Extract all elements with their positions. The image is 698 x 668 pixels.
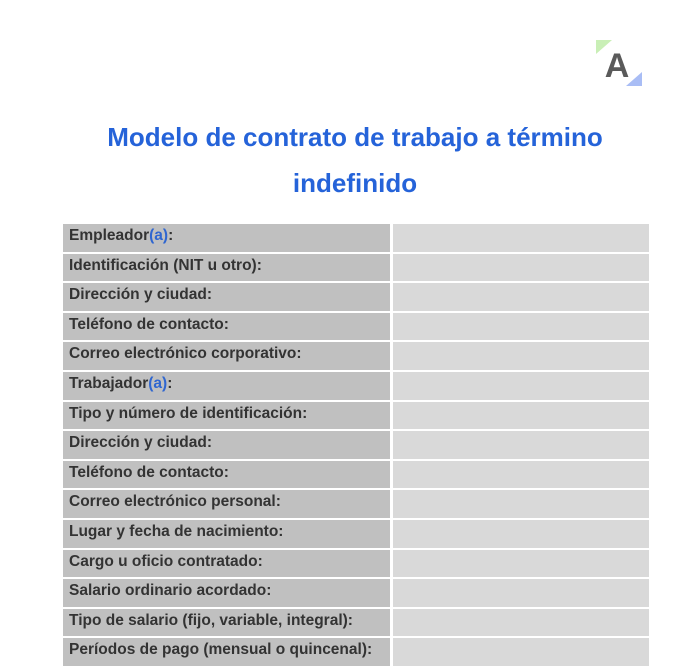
field-label [63,638,390,668]
field-label-suffix: : [168,227,174,244]
field-value-cell[interactable] [393,224,649,254]
field-value-cell[interactable] [393,254,649,284]
field-label-text: Salario ordinario acordado: [69,582,272,600]
table-row [63,461,649,491]
field-label-text: Identificación (NIT u otro): [69,256,262,274]
field-label [63,461,390,491]
field-label-text: Dirección y ciudad: [69,434,212,452]
table-row [63,313,649,343]
field-label [63,550,390,580]
table-row [63,550,649,580]
field-label-text: Correo electrónico corporativo: [69,345,302,363]
field-label-text: Cargo u oficio contratado: [69,552,263,570]
field-label [63,431,390,461]
field-label [63,254,390,284]
field-label-text: Correo electrónico personal: [69,493,281,511]
field-label [63,579,390,609]
field-label [63,342,390,372]
table-row [63,490,649,520]
field-label-text: Tipo de salario (fijo, variable, integral): [69,611,353,629]
field-value-cell[interactable] [393,579,649,609]
field-label [63,490,390,520]
field-label-text: Teléfono de contacto: [69,463,229,481]
field-value-cell[interactable] [393,402,649,432]
field-label-text: Tipo y número de identificación: [69,404,308,422]
table-row [63,431,649,461]
table-row [63,372,649,402]
field-label [63,313,390,343]
field-label-text: Trabajador [69,374,149,392]
table-row [63,283,649,313]
contract-form-table [63,224,649,668]
field-value-cell[interactable] [393,490,649,520]
field-value-cell[interactable] [393,372,649,402]
field-label-suffix: : [167,374,173,392]
field-value-cell[interactable] [393,283,649,313]
page-title: Modelo de contrato de trabajo a término indefinido [107,122,603,198]
table-row [63,224,649,254]
field-label [63,402,390,432]
table-row [63,579,649,609]
field-label-text: Teléfono de contacto: [69,315,229,333]
field-value-cell[interactable] [393,313,649,343]
logo-letter: A [604,47,630,85]
document-logo-icon [596,40,642,86]
field-value-cell[interactable] [393,520,649,550]
table-row [63,254,649,284]
field-value-cell[interactable] [393,461,649,491]
field-value-cell[interactable] [393,638,649,668]
field-label-accent: (a) [148,374,168,392]
field-value-cell[interactable] [393,431,649,461]
field-value-cell[interactable] [393,342,649,372]
field-label-accent: (a) [149,227,169,244]
field-label-text: Lugar y fecha de nacimiento: [69,522,284,540]
table-row [63,342,649,372]
field-label-text: Dirección y ciudad: [69,286,212,304]
field-label-text: Empleador [69,227,150,244]
field-label [63,372,390,402]
table-row [63,609,649,639]
field-label [63,283,390,313]
field-label [63,224,390,254]
table-row [63,520,649,550]
field-value-cell[interactable] [393,609,649,639]
field-label [63,609,390,639]
field-label-text: Períodos de pago (mensual o quincenal): [69,641,373,659]
field-value-cell[interactable] [393,550,649,580]
table-row [63,638,649,668]
field-label [63,520,390,550]
table-row [63,402,649,432]
